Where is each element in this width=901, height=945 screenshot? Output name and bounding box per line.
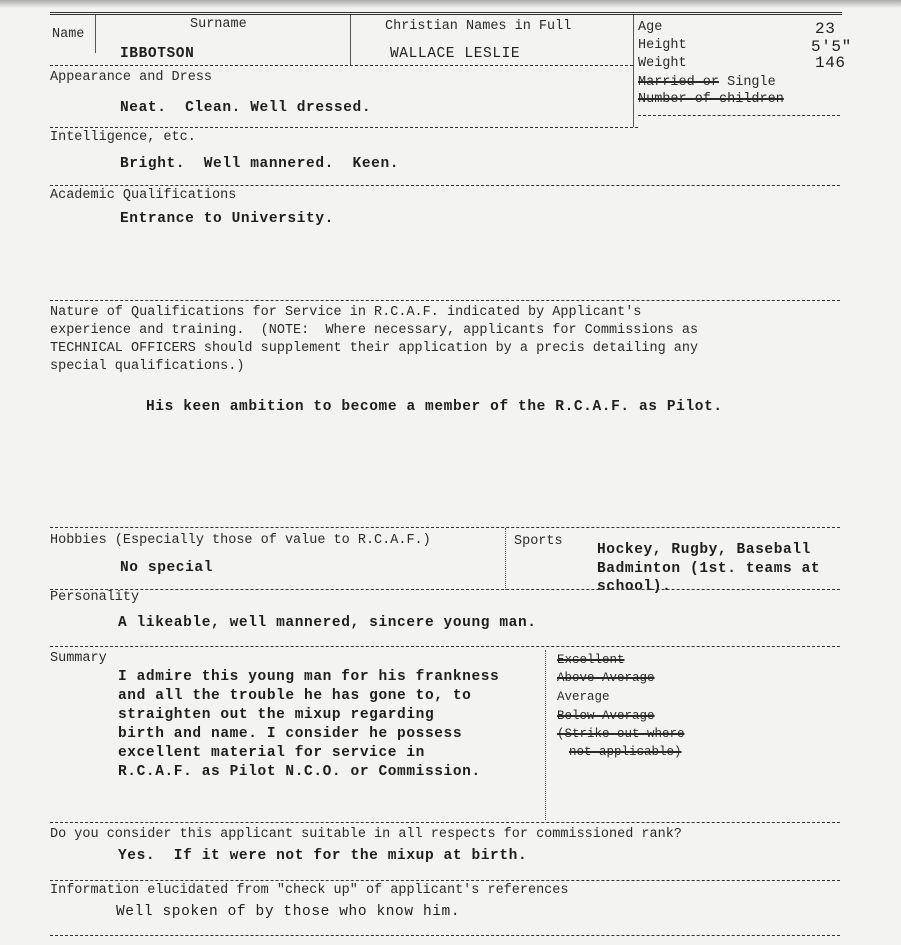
single-value: Single — [727, 75, 776, 90]
references-label: Information elucidated from "check up" of applicant's references — [50, 883, 569, 898]
sports-line: school). — [597, 579, 672, 595]
summary-line: birth and name. I consider he possess — [118, 726, 463, 742]
commission-label: Do you consider this applicant suitable in all respects for commissioned rank? — [50, 827, 682, 842]
married-struck: Married or — [638, 75, 720, 90]
christian-names-value: WALLACE LESLIE — [390, 46, 521, 62]
children-struck: Number of children — [638, 92, 784, 107]
divider — [505, 528, 506, 590]
divider — [50, 589, 840, 590]
divider — [638, 115, 840, 116]
sports-line: Hockey, Rugby, Baseball — [597, 542, 811, 558]
divider — [50, 300, 840, 301]
academic-label: Academic Qualifications — [50, 188, 237, 203]
age-label: Age — [638, 20, 663, 35]
divider — [545, 650, 546, 820]
rating-strike-note: (Strike out where — [557, 727, 685, 741]
rating-average: Average — [557, 690, 610, 704]
age-value: 23 — [815, 20, 836, 38]
divider — [50, 822, 840, 823]
summary-line: straighten out the mixup regarding — [118, 707, 435, 723]
scan-shadow — [0, 0, 901, 8]
summary-label: Summary — [50, 651, 107, 666]
summary-line: R.C.A.F. as Pilot N.C.O. or Commission. — [118, 764, 481, 780]
rating-above-average: Above-Average — [557, 671, 655, 685]
nature-value: His keen ambition to become a member of the R.C.A.F. as Pilot. — [146, 399, 723, 415]
divider — [50, 527, 840, 528]
divider — [50, 880, 840, 881]
divider — [350, 15, 351, 65]
rating-below-average: Below-Average — [557, 709, 655, 723]
divider — [95, 15, 96, 53]
commission-value: Yes. If it were not for the mixup at birth. — [118, 848, 528, 864]
summary-line: and all the trouble he has gone to, to — [118, 688, 472, 704]
weight-value: 146 — [815, 54, 846, 72]
height-value: 5'5" — [811, 38, 852, 56]
rating-excellent: Excellent — [557, 653, 625, 667]
personality-value: A likeable, well mannered, sincere young man. — [118, 615, 537, 631]
divider — [50, 65, 633, 66]
nature-label-line: TECHNICAL OFFICERS should supplement their application by a precis detailing any — [50, 341, 699, 356]
sports-line: Badminton (1st. teams at — [597, 561, 821, 577]
divider — [633, 15, 634, 127]
divider — [50, 12, 842, 15]
divider — [50, 646, 840, 647]
name-label: Name — [52, 27, 85, 42]
nature-label-line: Nature of Qualifications for Service in R.C.A.F. indicated by Applicant's — [50, 305, 642, 320]
summary-line: I admire this young man for his frankness — [118, 669, 500, 685]
weight-label: Weight — [638, 56, 687, 71]
christian-names-label: Christian Names in Full — [385, 19, 572, 34]
divider — [50, 127, 638, 128]
academic-value: Entrance to University. — [120, 211, 334, 227]
surname-label: Surname — [190, 17, 247, 32]
divider — [50, 935, 840, 936]
nature-label-line: experience and training. (NOTE: Where necessary, applicants for Commissions as — [50, 323, 699, 338]
hobbies-value: No special — [120, 560, 214, 576]
appearance-label: Appearance and Dress — [50, 70, 213, 85]
divider — [50, 185, 840, 186]
hobbies-label: Hobbies (Especially those of value to R.C.A.F.) — [50, 533, 431, 548]
height-label: Height — [638, 38, 687, 53]
personality-label: Personality — [50, 590, 140, 605]
nature-label-line: special qualifications.) — [50, 359, 245, 374]
appearance-value: Neat. Clean. Well dressed. — [120, 100, 372, 116]
surname-value: IBBOTSON — [120, 46, 195, 62]
intelligence-value: Bright. Well mannered. Keen. — [120, 156, 400, 172]
intelligence-label: Intelligence, etc. — [50, 130, 196, 145]
sports-label: Sports — [514, 534, 563, 549]
summary-line: excellent material for service in — [118, 745, 425, 761]
rating-strike-note: not applicable) — [569, 745, 682, 759]
references-value: Well spoken of by those who know him. — [116, 904, 461, 920]
